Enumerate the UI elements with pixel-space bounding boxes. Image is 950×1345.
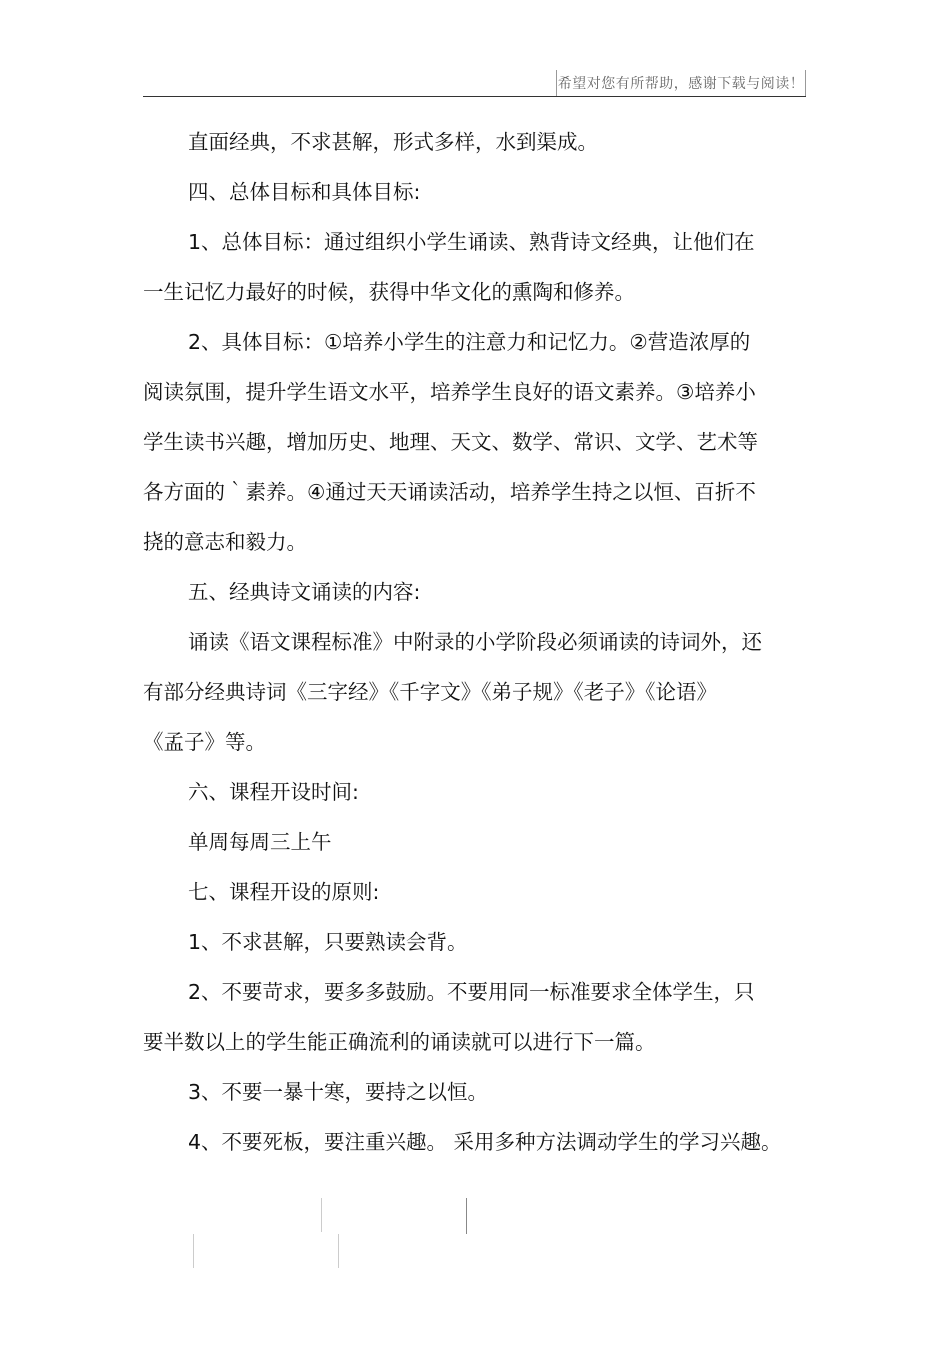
- scan-mark: [338, 1234, 339, 1268]
- section-heading: 七、课程开设的原则:: [188, 880, 380, 904]
- text-line: 《孟子》等。: [143, 730, 266, 754]
- text-line: 一生记忆力最好的时候，获得中华文化的熏陶和修养。: [143, 280, 635, 304]
- section-heading: 五、经典诗文诵读的内容:: [188, 580, 421, 604]
- text-line: 学生读书兴趣，增加历史、地理、天文、数学、常识、文学、艺术等: [143, 430, 758, 454]
- text-line: 1、不求甚解，只要熟读会背。: [188, 930, 468, 954]
- scan-mark: [321, 1198, 322, 1232]
- text-line: 2、具体目标：①培养小学生的注意力和记忆力。②营造浓厚的: [188, 330, 751, 354]
- text-line: 有部分经典诗词《三字经》《千字文》《弟子规》《老子》《论语》: [143, 680, 717, 704]
- text-line: 挠的意志和毅力。: [143, 530, 307, 554]
- text-line: 各方面的｀素养。④通过天天诵读活动，培养学生持之以恒、百折不: [143, 480, 756, 504]
- text-line: 4、不要死板，要注重兴趣。 采用多种方法调动学生的学习兴趣。: [188, 1130, 782, 1154]
- text-line: 直面经典，不求甚解，形式多样，水到渠成。: [188, 130, 598, 154]
- text-line: 3、不要一暴十寒，要持之以恒。: [188, 1080, 489, 1104]
- scan-mark: [466, 1198, 467, 1234]
- section-heading: 六、课程开设时间:: [188, 780, 359, 804]
- section-heading: 四、总体目标和具体目标:: [188, 180, 421, 204]
- text-line: 诵读《语文课程标准》中附录的小学阶段必须诵读的诗词外，还: [188, 630, 762, 654]
- header-rule: [143, 96, 806, 97]
- text-line: 2、不要苛求，要多多鼓励。不要用同一标准要求全体学生，只: [188, 980, 755, 1004]
- text-line: 1、总体目标：通过组织小学生诵读、熟背诗文经典，让他们在: [188, 230, 755, 254]
- text-line: 阅读氛围，提升学生语文水平，培养学生良好的语文素养。③培养小: [143, 380, 756, 404]
- scan-mark: [193, 1234, 194, 1268]
- header-note: 希望对您有所帮助，感谢下载与阅读！: [556, 70, 806, 96]
- text-line: 要半数以上的学生能正确流利的诵读就可以进行下一篇。: [143, 1030, 656, 1054]
- text-line: 单周每周三上午: [188, 830, 332, 854]
